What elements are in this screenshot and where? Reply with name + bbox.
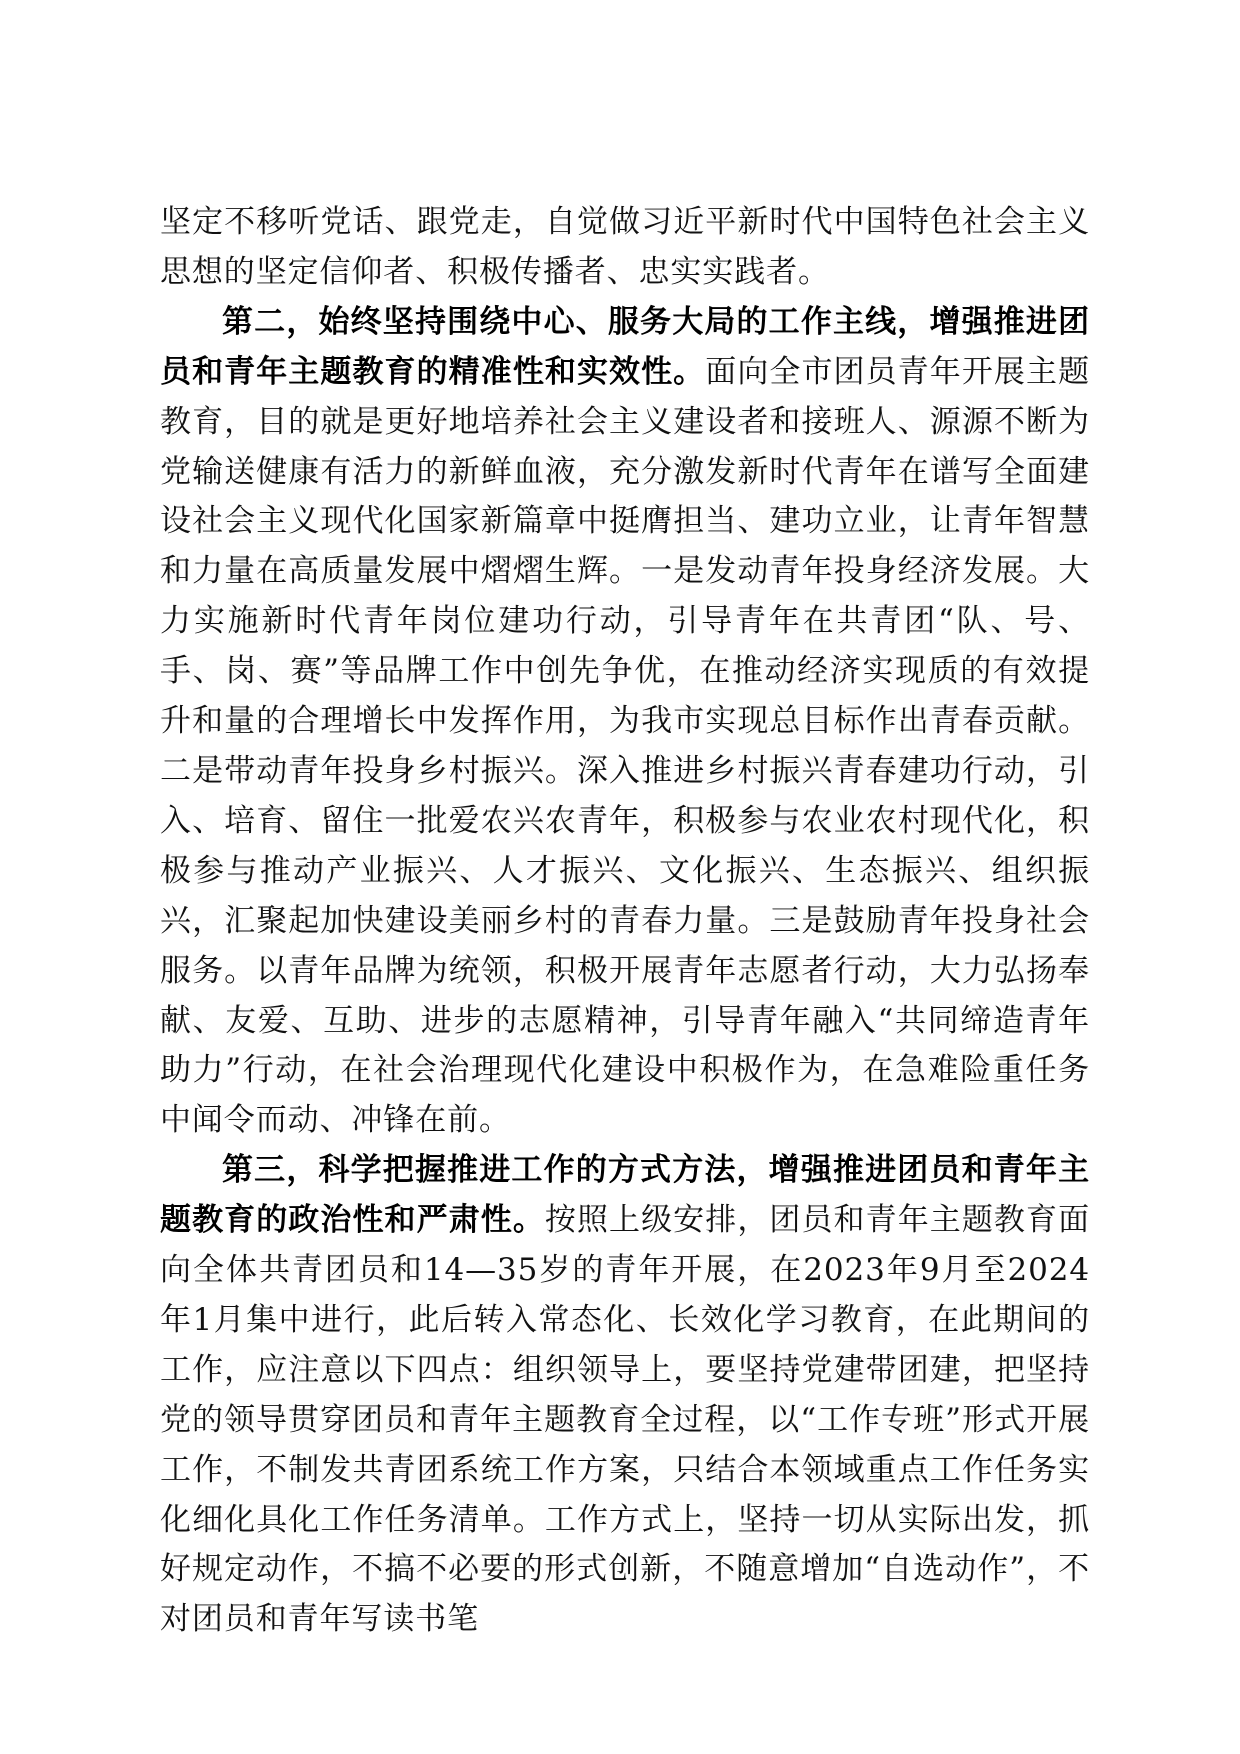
paragraph-3 <box>160 1146 1090 1645</box>
paragraph-1-text: 坚定不移听党话、跟党走，自觉做习近平新时代中国特色社会主义思想的坚定信仰者、积极传播者、忠实实践者。 <box>160 204 1090 290</box>
paragraph-3-text: 按照上级安排，团员和青年主题教育面向全体共青团员和14—35岁的青年开展，在2023年9月至2024年1月集中进行，此后转入常态化、长效化学习教育，在此期间的工作，应注意以下四点：组织领导上，要坚持党建带团建，把坚持党的领导贯穿团员和青年主题教育全过程，以“工作专班”形式开展工作，不制发共青团系统工作方案，只结合本领域重点工作任务实化细化具化工作任务清单。工作方式上，坚持一切从实际出发，抓好规定动作，不搞不必要的形式创新，不随意增加“自选动作”，不对团员和青年写读书笔 <box>160 1202 1090 1638</box>
paragraph-2-lead: 第二，始终坚持围绕中心、服务大局的工作主线，增强推进团员和青年主题教育的精准性和实效性。 <box>160 303 1090 390</box>
paragraph-3-lead: 第三，科学把握推进工作的方式方法，增强推进团员和青年主题教育的政治性和严肃性。 <box>160 1152 1090 1239</box>
paragraph-1 <box>160 198 1090 298</box>
paragraph-2-text: 面向全市团员青年开展主题教育，目的就是更好地培养社会主义建设者和接班人、源源不断为党输送健康有活力的新鲜血液，充分激发新时代青年在谱写全面建设社会主义现代化国家新篇章中挺膺担当、建功立业，让青年智慧和力量在高质量发展中熠熠生辉。一是发动青年投身经济发展。大力实施新时代青年岗位建功行动，引导青年在共青团“队、号、手、岗、赛”等品牌工作中创先争优，在推动经济实现质的有效提升和量的合理增长中发挥作用，为我市实现总目标作出青春贡献。二是带动青年投身乡村振兴。深入推进乡村振兴青春建功行动，引入、培育、留住一批爱农兴农青年，积极参与农业农村现代化，积极参与推动产业振兴、人才振兴、文化振兴、生态振兴、组织振兴，汇聚起加快建设美丽乡村的青春力量。三是鼓励青年投身社会服务。以青年品牌为统领，积极开展青年志愿者行动，大力弘扬奉献、友爱、互助、进步的志愿精神，引导青年融入“共同缔造青年助力”行动，在社会治理现代化建设中积极作为，在急难险重任务中闻令而动、冲锋在前。 <box>160 353 1090 1139</box>
body-text <box>160 198 1090 1645</box>
paragraph-2 <box>160 298 1090 1146</box>
